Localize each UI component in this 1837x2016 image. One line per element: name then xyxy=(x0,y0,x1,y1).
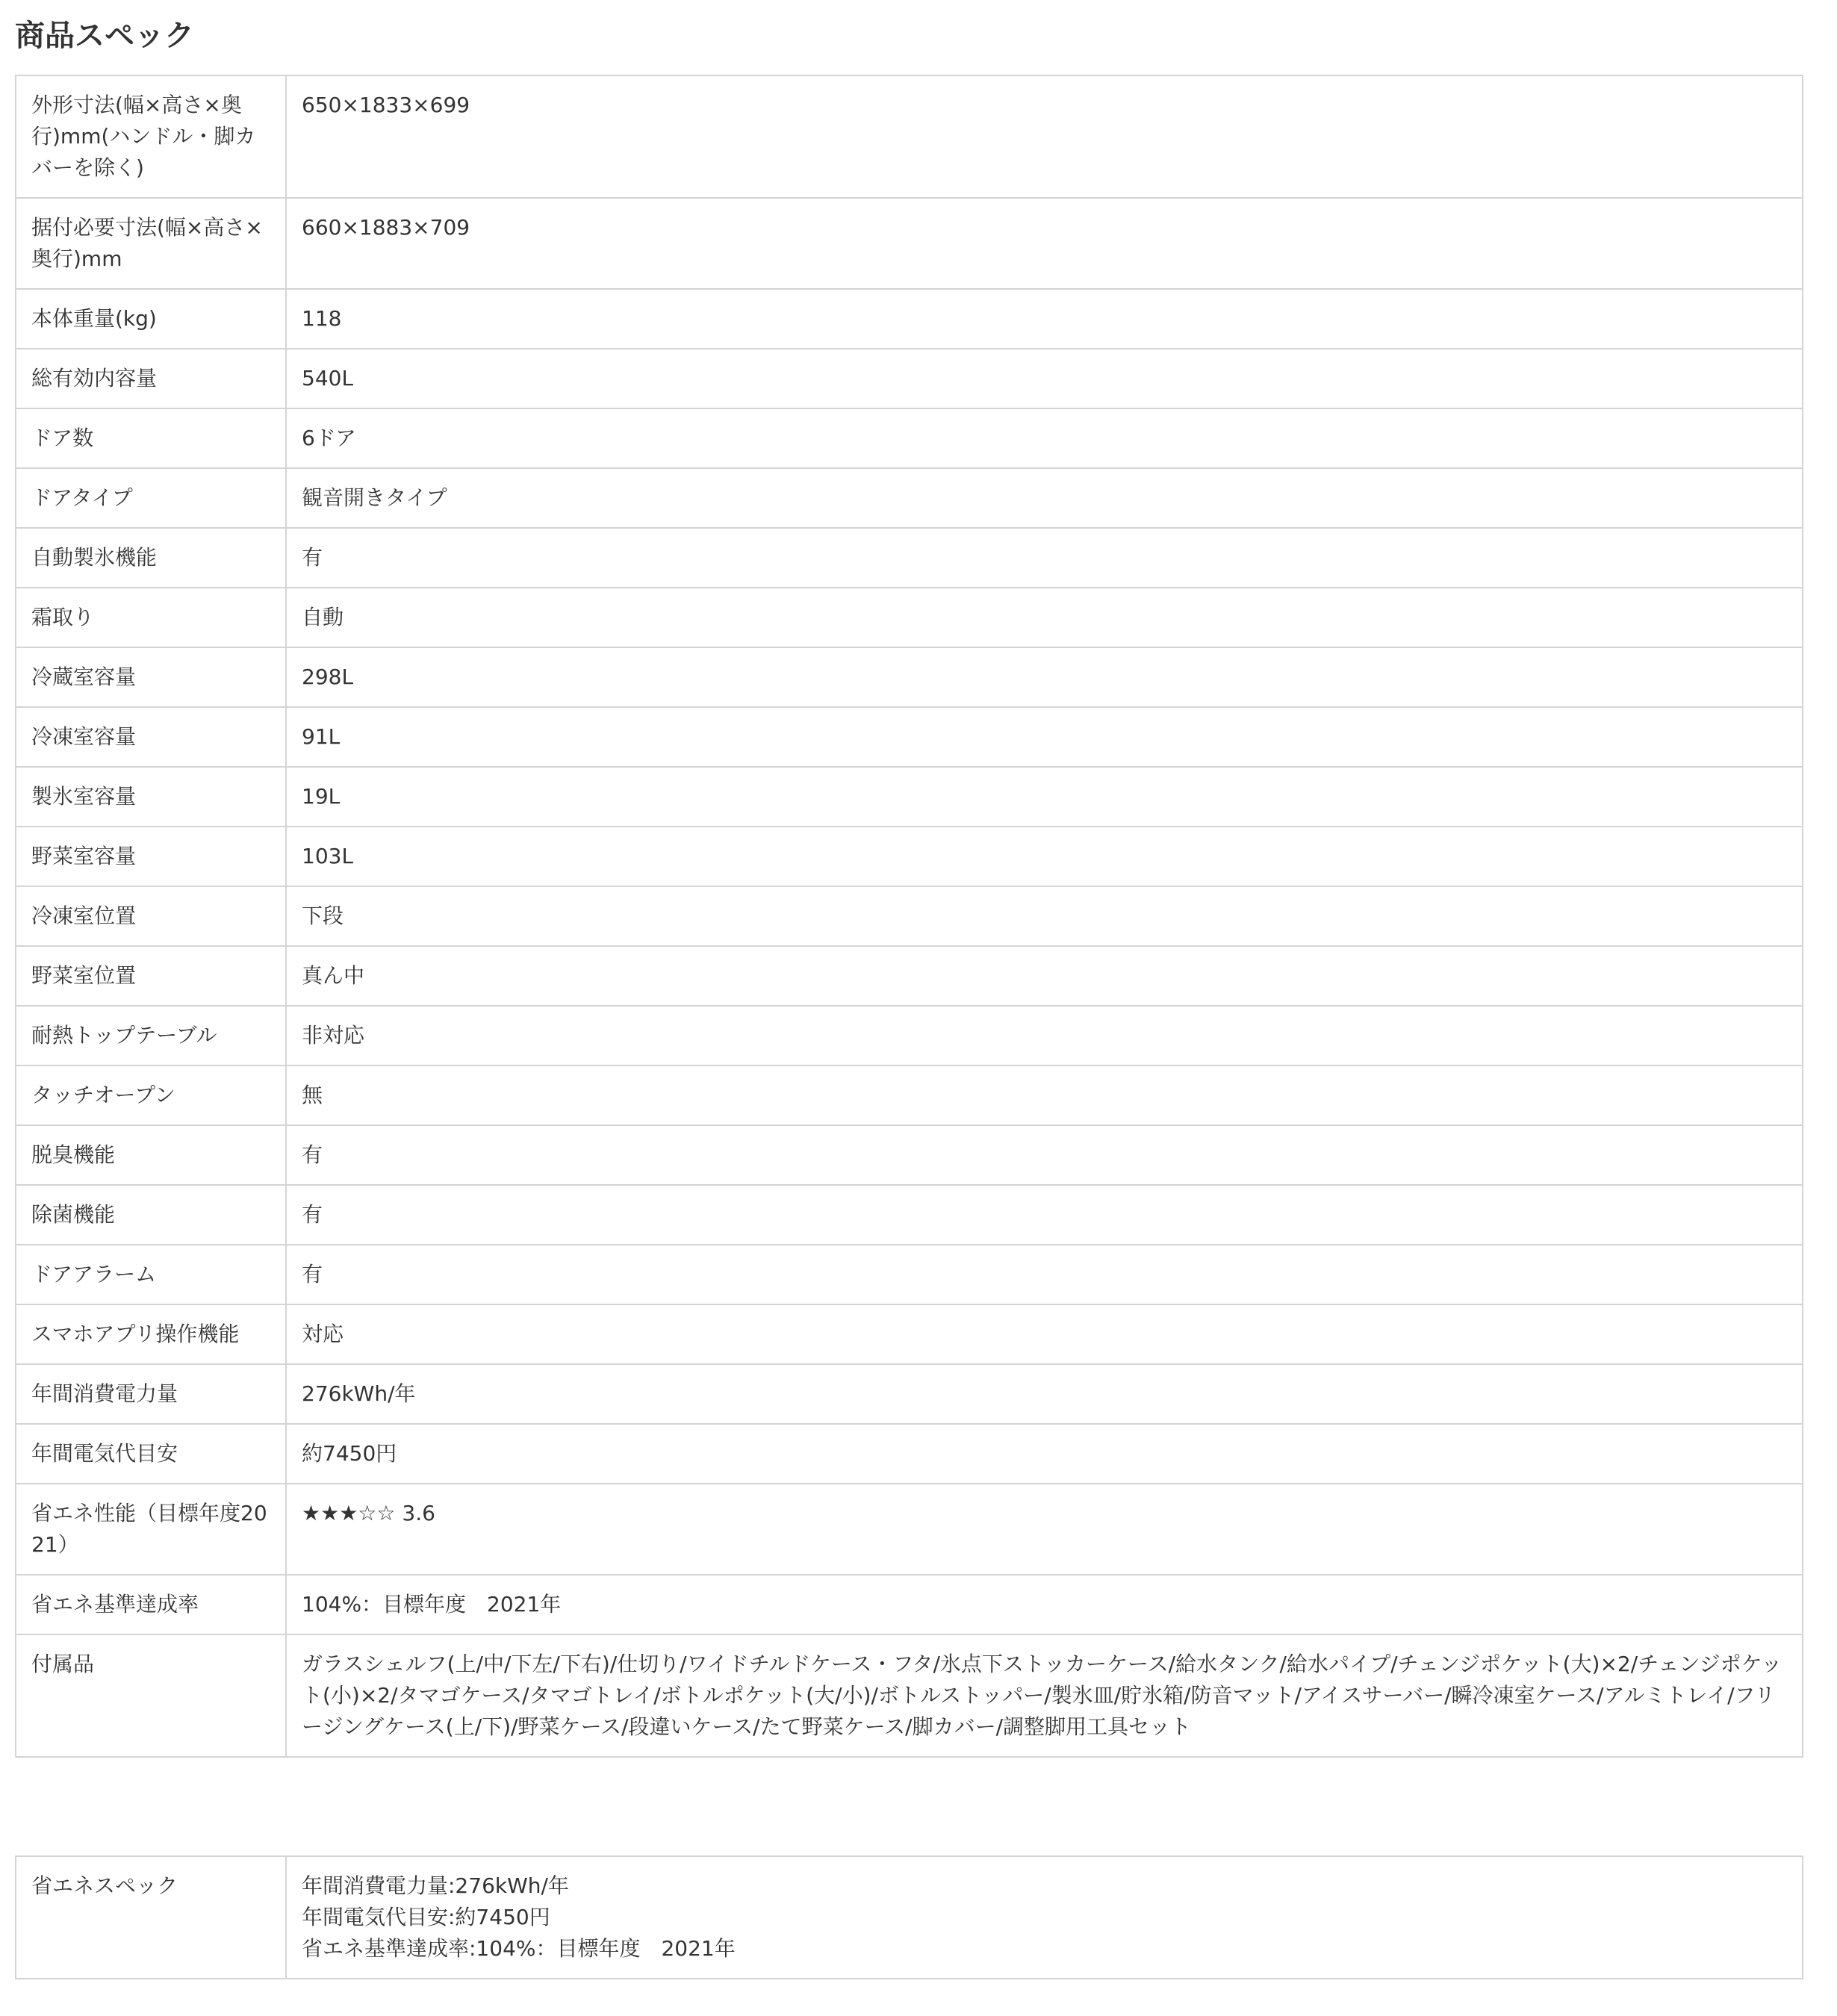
table-row xyxy=(16,349,1803,408)
spec-value: 約7450円 xyxy=(286,1424,1803,1484)
eco-line: 省エネ基準達成率:104%：目標年度 2021年 xyxy=(302,1936,736,1961)
eco-spec-table xyxy=(15,1855,1803,1979)
spec-value: 103L xyxy=(286,827,1803,886)
spec-label: 据付必要寸法(幅×高さ×奥行)mm xyxy=(16,198,286,289)
spec-value: 91L xyxy=(286,707,1803,767)
spec-label: 野菜室位置 xyxy=(16,946,286,1006)
spec-label: 霜取り xyxy=(16,588,286,647)
table-row xyxy=(16,886,1803,946)
spec-value: 650×1833×699 xyxy=(286,75,1803,198)
spec-value: 540L xyxy=(286,349,1803,408)
spec-label: ドアアラーム xyxy=(16,1245,286,1304)
table-row xyxy=(16,289,1803,349)
spec-value: 観音開きタイプ xyxy=(286,468,1803,528)
spec-value: 276kWh/年 xyxy=(286,1364,1803,1424)
spec-label: 省エネ性能（目標年度2021） xyxy=(16,1484,286,1575)
spec-value: 真ん中 xyxy=(286,946,1803,1006)
table-row xyxy=(16,1634,1803,1757)
spec-value: 118 xyxy=(286,289,1803,349)
table-row xyxy=(16,767,1803,827)
table-row xyxy=(16,1856,1803,1979)
section-title: 商品スペック xyxy=(15,19,194,53)
table-row xyxy=(16,647,1803,707)
spec-label: 野菜室容量 xyxy=(16,827,286,886)
spec-label: 外形寸法(幅×高さ×奥行)mm(ハンドル・脚カバーを除く) xyxy=(16,75,286,198)
table-row xyxy=(16,1424,1803,1484)
table-row xyxy=(16,1484,1803,1575)
spec-label: 除菌機能 xyxy=(16,1185,286,1245)
spec-label: スマホアプリ操作機能 xyxy=(16,1304,286,1364)
spec-label: タッチオープン xyxy=(16,1065,286,1125)
spec-label: 耐熱トップテーブル xyxy=(16,1006,286,1065)
spec-label: 付属品 xyxy=(16,1634,286,1757)
spec-label: ドア数 xyxy=(16,408,286,468)
spec-label: 省エネ基準達成率 xyxy=(16,1575,286,1634)
table-row xyxy=(16,1125,1803,1185)
spec-label: 総有効内容量 xyxy=(16,349,286,408)
table-row xyxy=(16,408,1803,468)
spec-value: 298L xyxy=(286,647,1803,707)
spec-value: 19L xyxy=(286,767,1803,827)
spec-label: 自動製氷機能 xyxy=(16,528,286,588)
spec-label: 年間消費電力量 xyxy=(16,1364,286,1424)
table-row xyxy=(16,1185,1803,1245)
spec-label: 年間電気代目安 xyxy=(16,1424,286,1484)
spec-value: 有 xyxy=(286,528,1803,588)
spec-label: 製氷室容量 xyxy=(16,767,286,827)
spec-value: ★★★☆☆ 3.6 xyxy=(286,1484,1803,1575)
spec-value: 6ドア xyxy=(286,408,1803,468)
table-row xyxy=(16,707,1803,767)
table-row xyxy=(16,1065,1803,1125)
spec-value: 自動 xyxy=(286,588,1803,647)
table-row xyxy=(16,1364,1803,1424)
table-row xyxy=(16,1304,1803,1364)
spec-label: ドアタイプ xyxy=(16,468,286,528)
spec-value: 104%：目標年度 2021年 xyxy=(286,1575,1803,1634)
table-row xyxy=(16,1245,1803,1304)
spec-label: 冷凍室位置 xyxy=(16,886,286,946)
table-row xyxy=(16,468,1803,528)
table-row xyxy=(16,1575,1803,1634)
table-row xyxy=(16,528,1803,588)
spec-value: 有 xyxy=(286,1245,1803,1304)
spec-value: 対応 xyxy=(286,1304,1803,1364)
eco-line: 年間消費電力量:276kWh/年 xyxy=(302,1873,569,1898)
spec-label: 冷凍室容量 xyxy=(16,707,286,767)
spec-value: ガラスシェルフ(上/中/下左/下右)/仕切り/ワイドチルドケース・フタ/氷点下ストッカーケース/給水タンク/給水パイプ/チェンジポケット(大)×2/チェンジポケット(小)×2/タマゴケース/タマゴトレイ/ボトルポケット(大/小)/ボトルストッパー/製氷皿/貯氷箱/防音マット/アイスサーバー/瞬冷凍室ケース/アルミトレイ/フリージングケース(上/下)/野菜ケース/段違いケース/たて野菜ケース/脚カバー/調整脚用工具セット xyxy=(286,1634,1803,1757)
table-row xyxy=(16,75,1803,198)
spec-value: 無 xyxy=(286,1065,1803,1125)
table-row xyxy=(16,827,1803,886)
spec-label: 本体重量(kg) xyxy=(16,289,286,349)
spec-value: 有 xyxy=(286,1125,1803,1185)
eco-line: 年間電気代目安:約7450円 xyxy=(302,1905,550,1929)
spec-value: 下段 xyxy=(286,886,1803,946)
table-row xyxy=(16,1006,1803,1065)
spec-value: 非対応 xyxy=(286,1006,1803,1065)
spec-value: 660×1883×709 xyxy=(286,198,1803,289)
table-row xyxy=(16,198,1803,289)
spec-label: 冷蔵室容量 xyxy=(16,647,286,707)
table-row xyxy=(16,946,1803,1006)
spec-label: 脱臭機能 xyxy=(16,1125,286,1185)
table-row xyxy=(16,588,1803,647)
spec-label: 省エネスペック xyxy=(16,1856,286,1979)
spec-table xyxy=(15,75,1803,1758)
spec-value xyxy=(286,1856,1803,1979)
spec-value: 有 xyxy=(286,1185,1803,1245)
